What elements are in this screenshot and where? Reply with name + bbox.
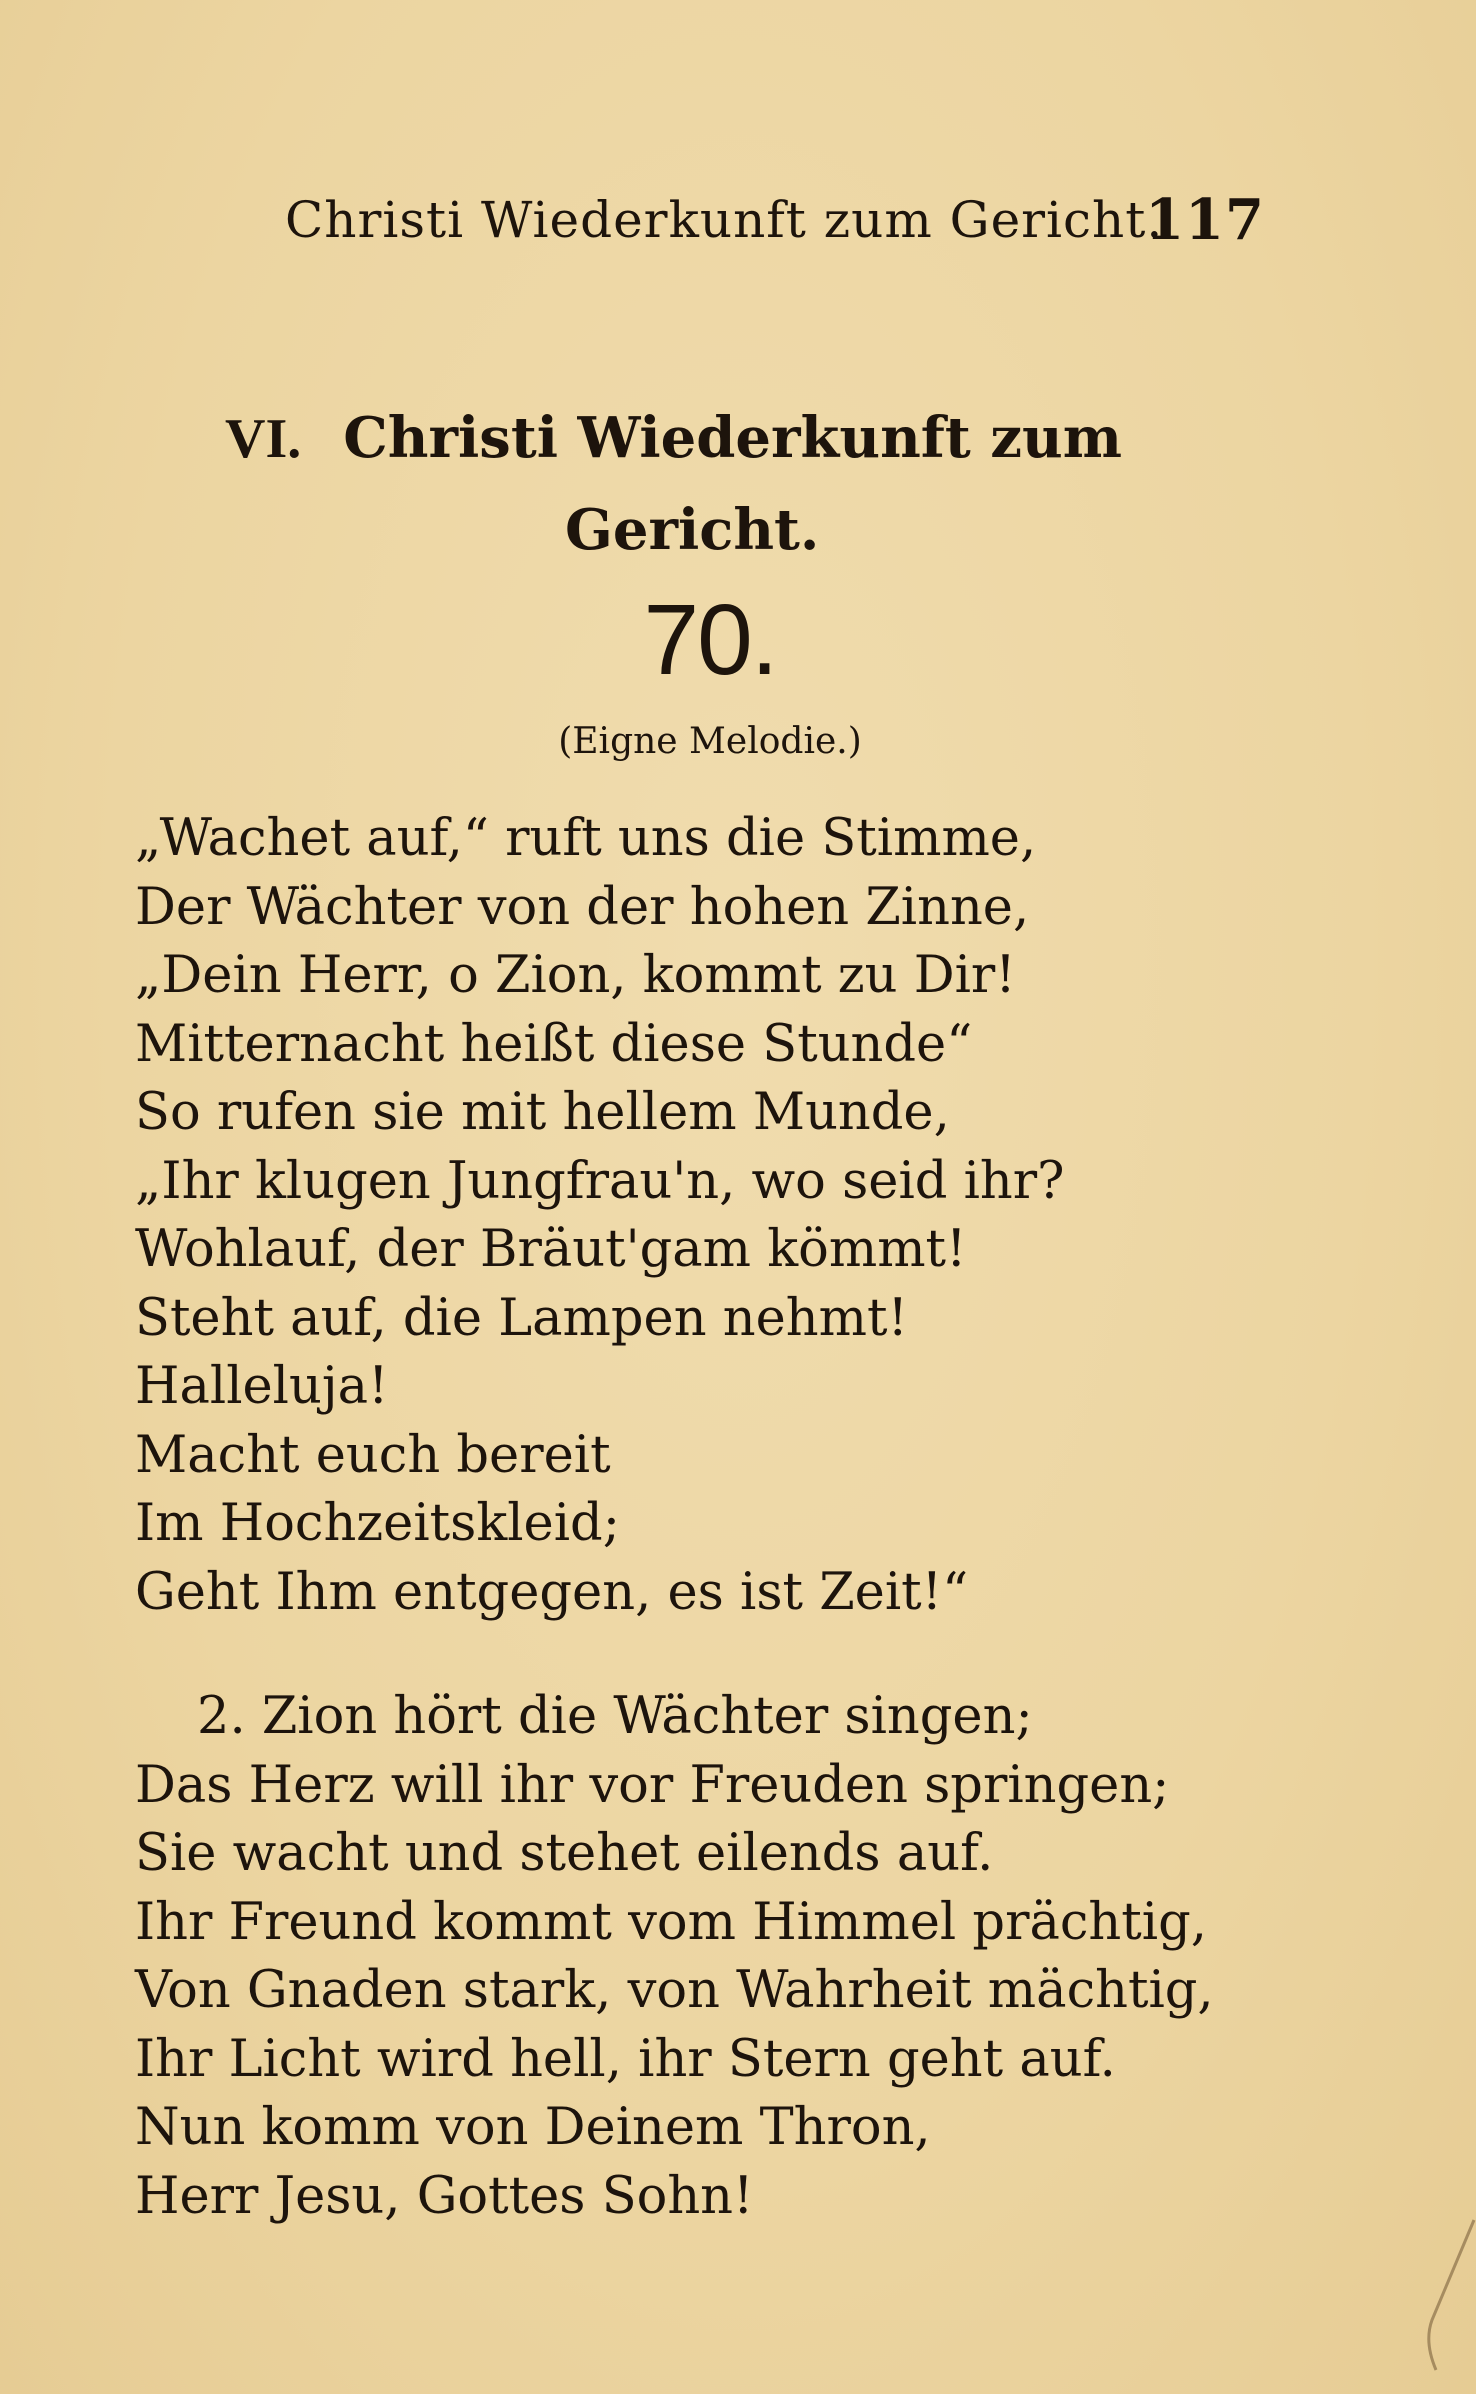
verse-line: Geht Ihm entgegen, es ist Zeit!“ (135, 1562, 969, 1622)
page-number: 117 (1145, 187, 1265, 253)
hymn-number: 70. (643, 584, 777, 696)
verse-line: „Wachet auf,“ ruft uns die Stimme, (135, 809, 1037, 868)
section-title-line1: Christi Wiederkunft zum (343, 405, 1123, 471)
verse-line: 2. Zion hört die Wächter singen; (197, 1687, 1033, 1746)
verse-1 (135, 805, 1315, 1627)
verse-line: Der Wächter von der hohen Zinne, (135, 877, 1030, 937)
verse-2 (135, 1683, 1315, 2231)
melody-note: (Eigne Melodie.) (558, 721, 862, 762)
verse-line: Sie wacht und stehet eilends auf. (135, 1824, 994, 1883)
verse-line: Herr Jesu, Gottes Sohn! (135, 2166, 754, 2226)
verse-line: Ihr Licht wird hell, ihr Stern geht auf. (135, 2029, 1116, 2089)
verse-line: Ihr Freund kommt vom Himmel prächtig, (135, 1892, 1207, 1952)
verse-line: Das Herz will ihr vor Freuden springen; (135, 1755, 1170, 1815)
section-heading-line1 (225, 398, 1122, 479)
page-edge-mark (1396, 2200, 1476, 2394)
section-title-line2: Gericht. (565, 497, 820, 563)
verse-line: Halleluja! (135, 1357, 389, 1416)
verse-line: So rufen sie mit hellem Munde, (135, 1083, 950, 1142)
verse-line: Nun komm von Deinem Thron, (135, 2098, 931, 2157)
verse-line: Steht auf, die Lampen nehmt! (135, 1288, 908, 1348)
verse-line: Von Gnaden stark, von Wahrheit mächtig, (135, 1961, 1214, 2020)
verse-line: Macht euch bereit (135, 1425, 611, 1485)
section-numeral: VI. (225, 408, 302, 470)
running-head (285, 185, 1265, 255)
verse-line: Im Hochzeitskleid; (135, 1494, 620, 1553)
verse-line: Mitternacht heißt diese Stunde“ (135, 1014, 973, 1074)
verse-line: „Dein Herr, o Zion, kommt zu Dir! (135, 946, 1016, 1005)
verse-line: Wohlauf, der Bräut'gam kömmt! (135, 1220, 967, 1279)
running-head-title: Christi Wiederkunft zum Gericht. (285, 191, 1164, 249)
verse-line: „Ihr klugen Jungfrau'n, wo seid ihr? (135, 1151, 1065, 1211)
